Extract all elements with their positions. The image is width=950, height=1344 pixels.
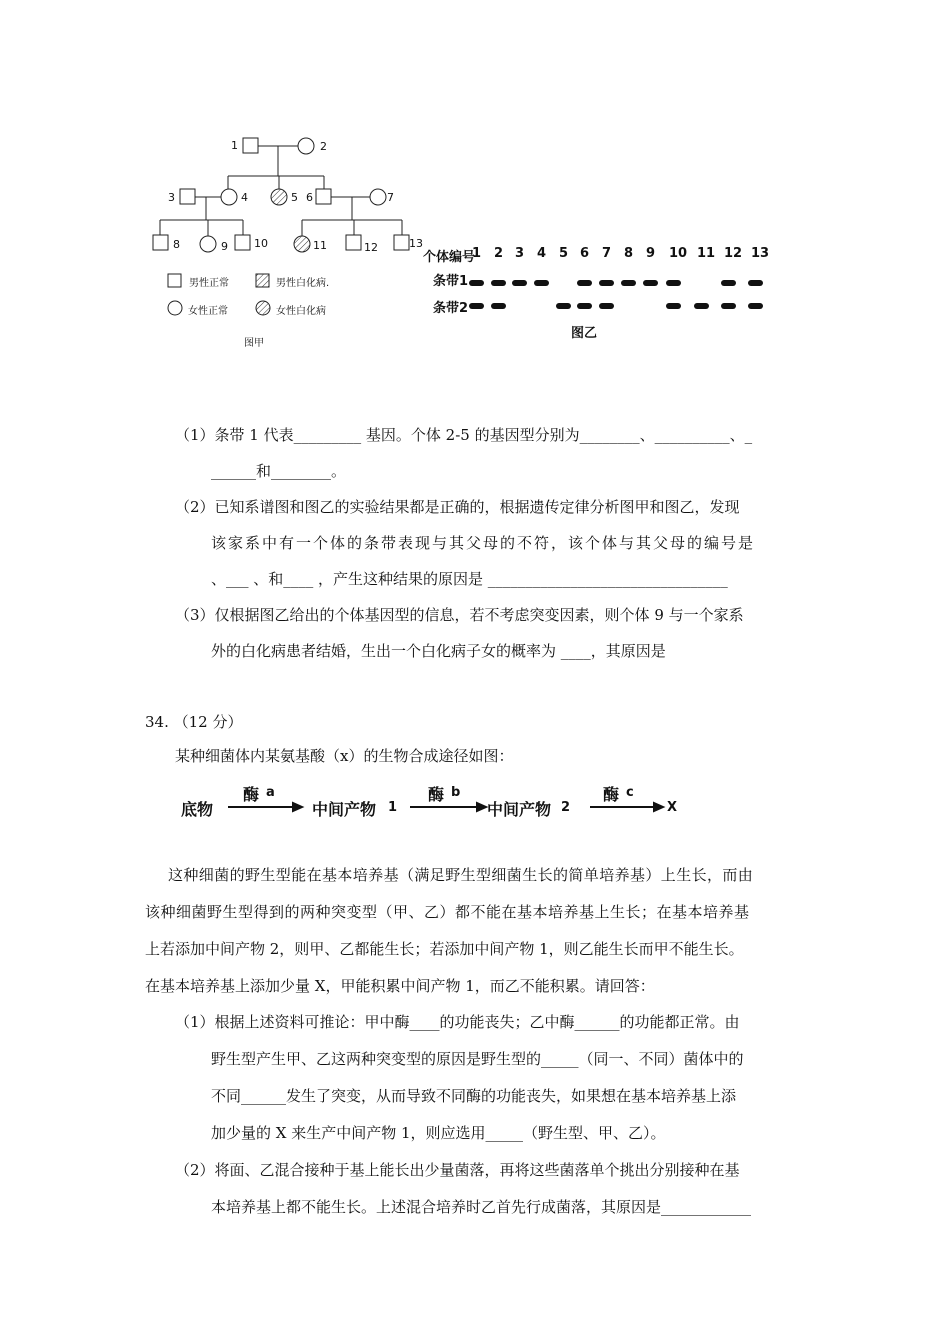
q34-para-line1: 这种细菌的野生型能在基本培养基（满足野生型细菌生长的简单培养基）上生长，而由: [168, 866, 754, 884]
legend-female-affected: 女性白化病: [276, 306, 326, 317]
label-6: 6: [306, 191, 313, 204]
individual-2: [298, 138, 314, 154]
individual-5: [271, 189, 287, 205]
label-11: 11: [313, 239, 327, 252]
gel-band1-mark: [621, 280, 636, 286]
pathway-enzyme-b-letter: b: [451, 785, 461, 800]
gel-lane-number: 6: [580, 246, 590, 261]
gel-band1-mark: [512, 280, 527, 286]
gel-band1-mark: [721, 280, 736, 286]
label-5: 5: [291, 191, 298, 204]
q33-p2-line3: 、___ 、和____ ，产生这种结果的原因是 ________________________________: [211, 570, 728, 588]
gel-lane-number: 8: [624, 246, 634, 261]
individual-7: [370, 189, 386, 205]
q34-q2-line2: 本培养基上都不能生长。上述混合培养时乙首先行成菌落，其原因是____________: [211, 1198, 752, 1216]
gel-band2-mark: [577, 303, 592, 309]
legend-female-normal-icon: [168, 301, 182, 315]
gel-lane-number: 9: [646, 246, 656, 261]
pathway-enzyme-c-letter: c: [626, 785, 634, 800]
gel-lane-number: 7: [602, 246, 612, 261]
q33-p1-line1: （1）条带 1 代表_________ 基因。个体 2-5 的基因型分别为________、__________、_: [175, 426, 753, 444]
q33-p2-line1: （2）已知系谱图和图乙的实验结果都是正确的，根据遗传定律分析图甲和图乙，发现: [175, 498, 740, 516]
label-13: 13: [409, 237, 423, 250]
pathway-intermediate-2: 中间产物: [487, 800, 552, 819]
gel-band1-mark: [491, 280, 506, 286]
gel-lane-number: 3: [515, 246, 525, 261]
pedigree-caption: 图甲: [244, 338, 264, 349]
label-7: 7: [387, 191, 394, 204]
pathway-intermediate-1: 中间产物: [312, 800, 377, 819]
gel-band2-mark: [599, 303, 614, 309]
q33-p3-line1: （3）仅根据图乙给出的个体基因型的信息，若不考虑突变因素，则个体 9 与一个家系: [175, 606, 744, 624]
gel-band2-mark: [469, 303, 484, 309]
gel-lane-number: 13: [751, 246, 770, 261]
gel-band2-label: 条带2: [433, 301, 469, 316]
gel-band2-mark: [694, 303, 709, 309]
individual-10: [235, 235, 250, 250]
individual-8: [153, 235, 168, 250]
pedigree-chart: [150, 128, 440, 358]
label-12: 12: [364, 241, 378, 254]
gel-caption: 图乙: [571, 326, 598, 341]
gel-lane-number: 11: [697, 246, 716, 261]
gel-band1-mark: [643, 280, 658, 286]
gel-header-label: 个体编号: [423, 250, 476, 265]
pathway-product: X: [667, 800, 678, 815]
pathway-enzyme-b: 酶: [428, 785, 445, 804]
pathway-intermediate-2-num: 2: [561, 800, 571, 815]
individual-3: [180, 189, 195, 204]
gel-lane-number: 1: [472, 246, 482, 261]
q34-para-line2: 该种细菌野生型得到的两种突变型（甲、乙）都不能在基本培养基上生长；在基本培养基: [145, 903, 750, 921]
q33-p2-line2: 该家系中有一个体的条带表现与其父母的不符，该个体与其父母的编号是: [211, 534, 756, 552]
gel-lane-number: 4: [537, 246, 547, 261]
legend-male-normal-icon: [168, 274, 181, 287]
q34-header: 34. （12 分）: [145, 713, 243, 731]
q34-q1-line3: 不同______发生了突变，从而导致不同酶的功能丧失，如果想在基本培养基上添: [211, 1087, 737, 1105]
gel-band1-mark: [577, 280, 592, 286]
gel-band2-mark: [556, 303, 571, 309]
pathway-enzyme-a-letter: a: [266, 785, 275, 800]
q34-intro: 某种细菌体内某氨基酸（x）的生物合成途径如图：: [175, 747, 514, 765]
legend-female-affected-icon: [256, 301, 270, 315]
label-1: 1: [231, 139, 238, 152]
gel-lane-number: 10: [669, 246, 688, 261]
q34-para-line3: 上若添加中间产物 2，则甲、乙都能生长；若添加中间产物 1，则乙能生长而甲不能生长。: [145, 940, 744, 958]
pathway-enzyme-c: 酶: [603, 785, 620, 804]
q34-q1-line2: 野生型产生甲、乙这两种突变型的原因是野生型的_____（同一、不同）菌体中的: [211, 1050, 744, 1068]
individual-4: [221, 189, 237, 205]
gel-lane-number: 5: [559, 246, 569, 261]
individual-1: [243, 138, 258, 153]
individual-6: [316, 189, 331, 204]
q34-q1-line4: 加少量的 X 来生产中间产物 1，则应选用_____（野生型、甲、乙）。: [211, 1124, 666, 1142]
label-9: 9: [221, 240, 228, 253]
label-8: 8: [173, 238, 180, 251]
gel-band1-mark: [666, 280, 681, 286]
individual-11: [294, 236, 310, 252]
gel-band2-mark: [721, 303, 736, 309]
pathway-substrate: 底物: [181, 800, 214, 819]
gel-lane-number: 2: [494, 246, 504, 261]
label-2: 2: [320, 140, 327, 153]
legend-male-affected: 男性白化病.: [276, 278, 330, 289]
legend-male-affected-icon: [256, 274, 269, 287]
q34-q1-line1: （1）根据上述资料可推论：甲中酶____的功能丧失；乙中酶______的功能都正常。由: [175, 1013, 740, 1031]
gel-band1-label: 条带1: [433, 274, 469, 289]
individual-9: [200, 236, 216, 252]
gel-band1-mark: [534, 280, 549, 286]
gel-band1-mark: [469, 280, 484, 286]
q34-q2-line1: （2）将面、乙混合接种于基上能长出少量菌落，再将这些菌落单个挑出分别接种在基: [175, 1161, 740, 1179]
individual-13: [394, 235, 409, 250]
q33-p1-line2: ______和________。: [211, 462, 347, 480]
legend-male-normal: 男性正常: [189, 278, 229, 289]
label-3: 3: [168, 191, 175, 204]
individual-12: [346, 235, 361, 250]
legend-female-normal: 女性正常: [188, 306, 228, 317]
gel-band2-mark: [491, 303, 506, 309]
gel-band2-mark: [666, 303, 681, 309]
gel-band1-mark: [748, 280, 763, 286]
gel-band2-mark: [748, 303, 763, 309]
label-4: 4: [241, 191, 248, 204]
gel-band1-mark: [599, 280, 614, 286]
q34-para-line4: 在基本培养基上添加少量 X，甲能积累中间产物 1，而乙不能积累。请回答：: [145, 977, 655, 995]
q33-p3-line2: 外的白化病患者结婚，生出一个白化病子女的概率为 ____，其原因是: [211, 642, 666, 660]
gel-lane-number: 12: [724, 246, 743, 261]
label-10: 10: [254, 237, 268, 250]
pathway-intermediate-1-num: 1: [388, 800, 398, 815]
pathway-enzyme-a: 酶: [243, 785, 260, 804]
